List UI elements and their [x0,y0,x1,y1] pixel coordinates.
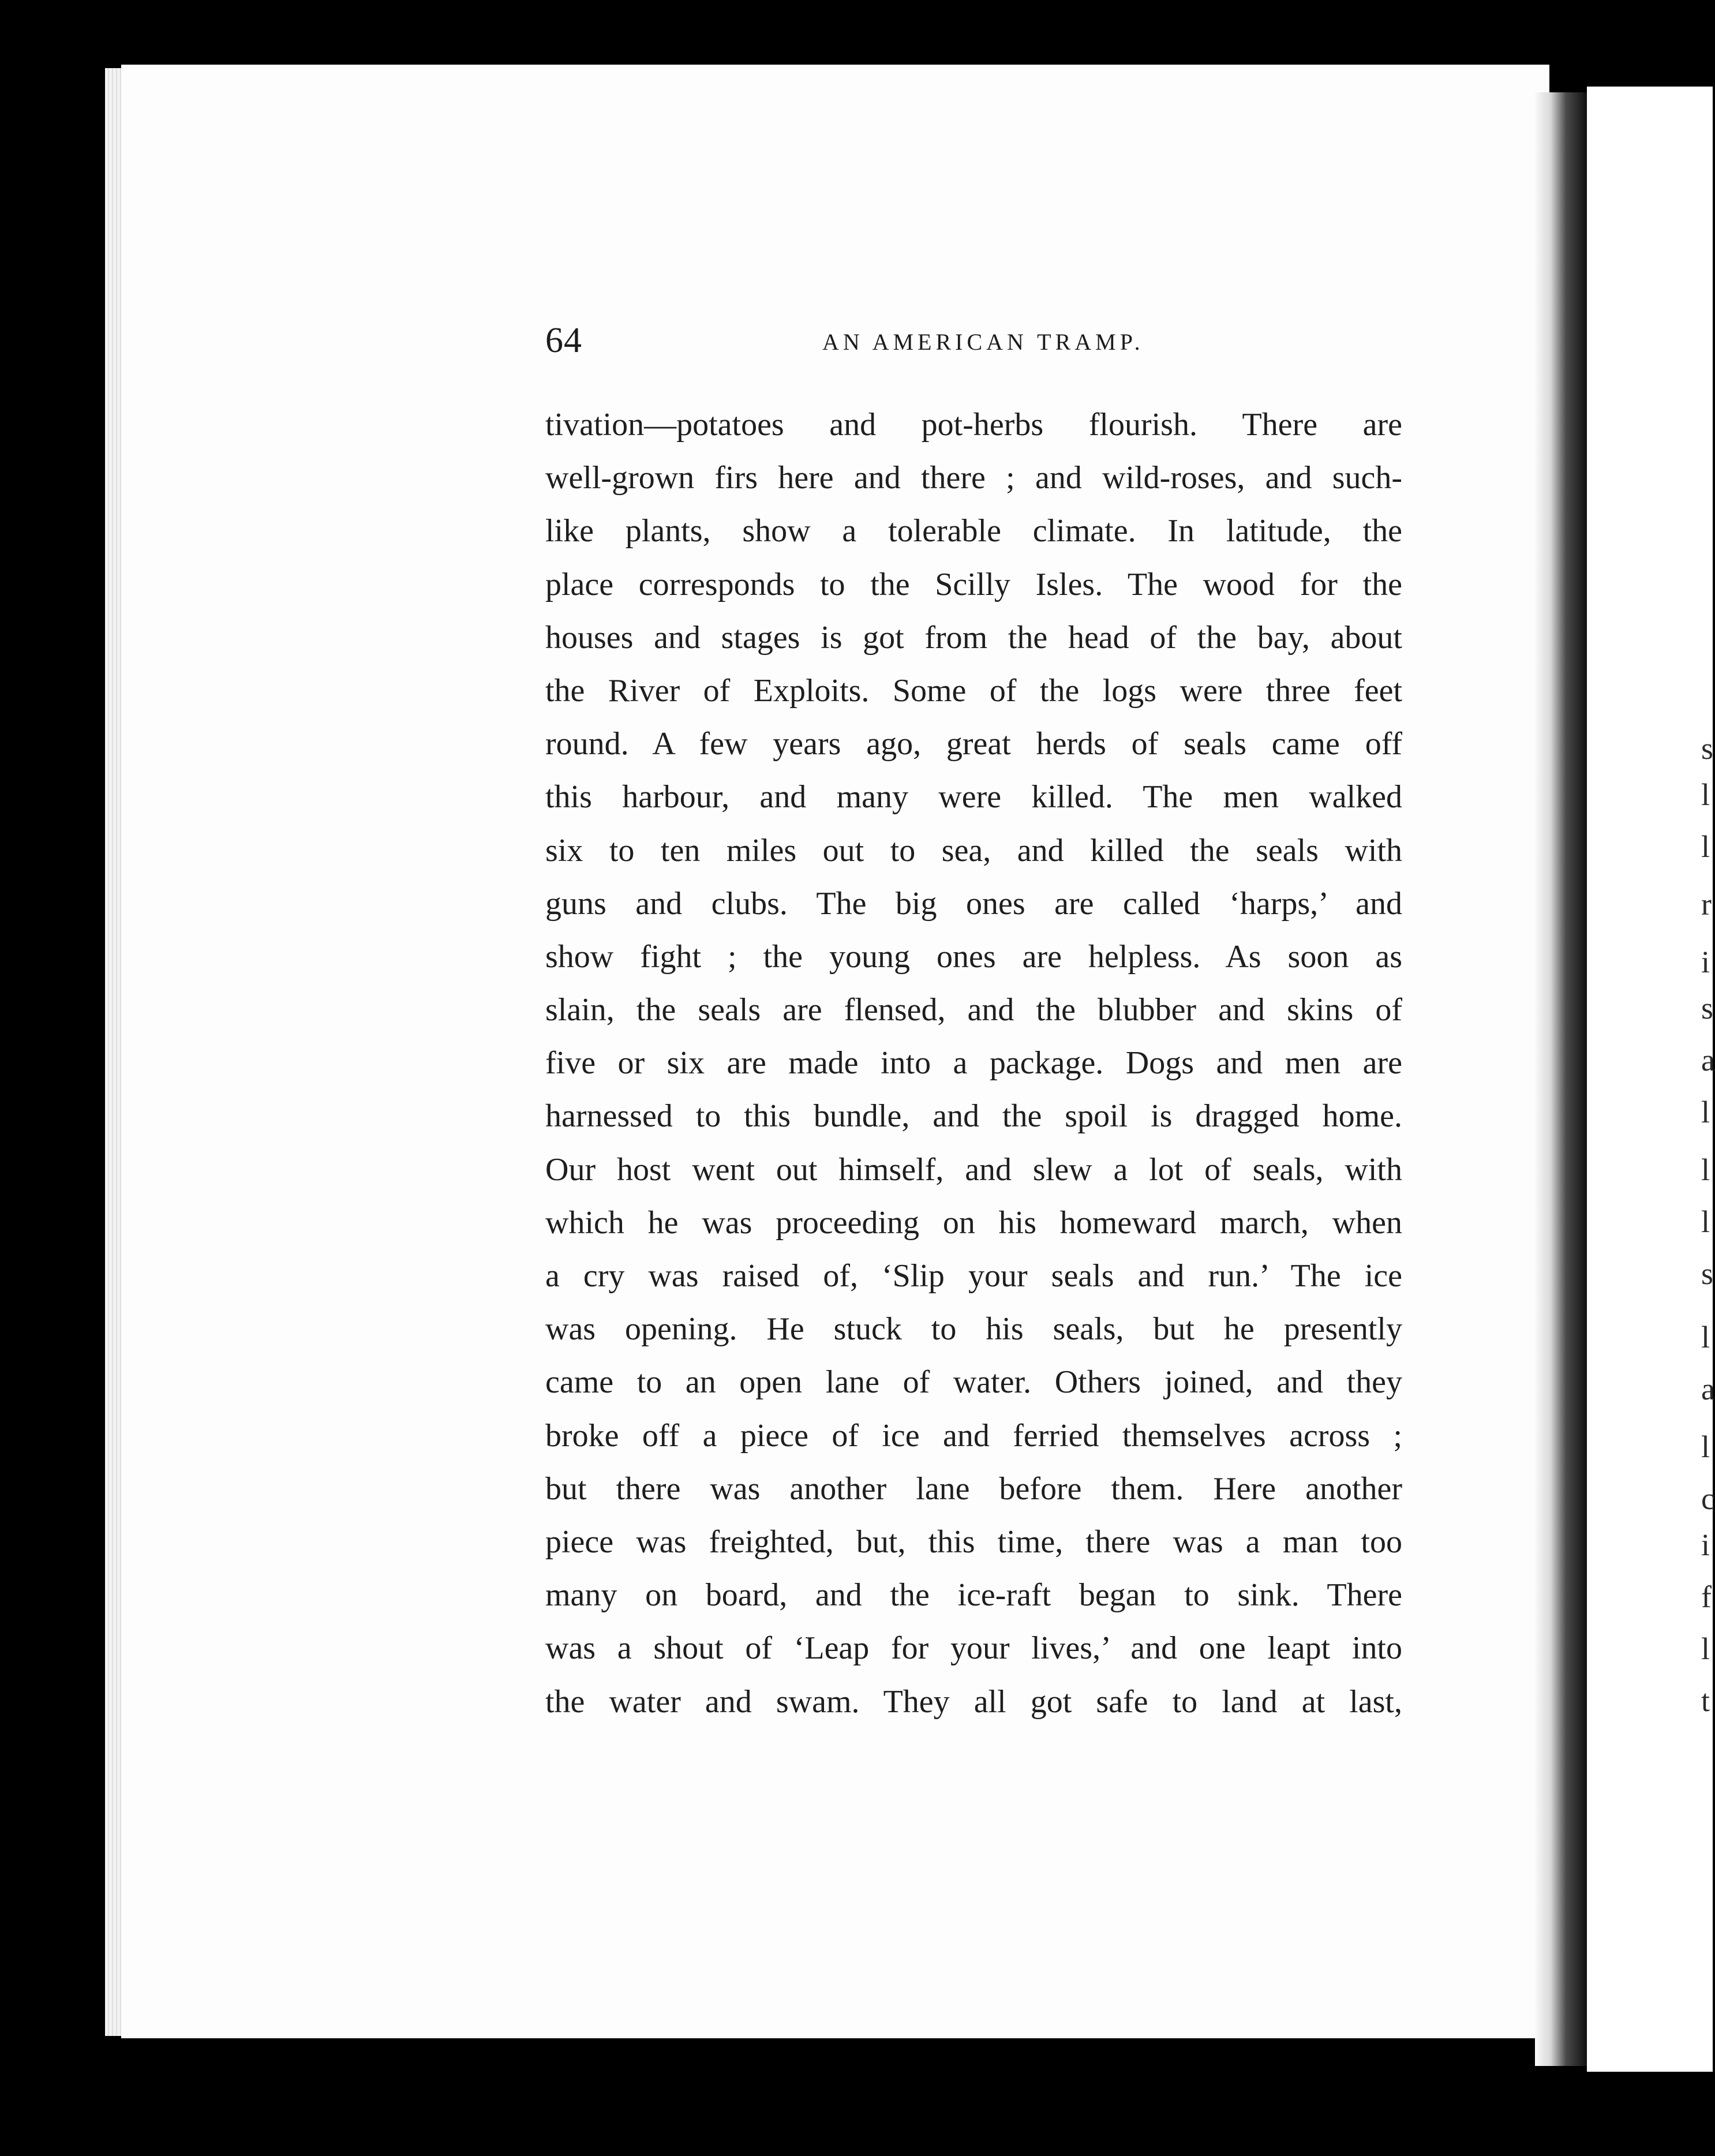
text-line: slain, the seals are flensed, and the blubber and skins of [545,992,1402,1028]
text-line: well-grown firs here and there ; and wild-roses, and such- [545,460,1402,496]
facing-page-fragment: l [1701,1631,1710,1666]
facing-page-fragment: i [1701,1528,1710,1562]
text-line: Our host went out himself, and slew a lot of seals, with [545,1151,1402,1188]
text-line: round. A few years ago, great herds of seals came off [545,726,1402,762]
facing-page-fragment: t [1701,1683,1710,1718]
facing-page-fragment: i [1701,945,1710,979]
text-line: many on board, and the ice-raft began to sink. There [545,1577,1402,1614]
body-text [545,398,1402,1728]
text-line: houses and stages is got from the head of the bay, about [545,619,1402,656]
text-line: piece was freighted, but, this time, there was a man too [545,1524,1402,1560]
facing-page-fragment: l [1701,1320,1710,1354]
facing-page-fragment: c [1701,1481,1715,1516]
text-line: place corresponds to the Scilly Isles. The wood for the [545,566,1402,602]
text-line: harnessed to this bundle, and the spoil is dragged home. [545,1098,1402,1135]
text-line: guns and clubs. The big ones are called ‘harps,’ and [545,885,1402,922]
page-header [545,320,1402,372]
facing-page-fragment: l [1701,1152,1710,1187]
text-line: the River of Exploits. Some of the logs were three feet [545,672,1402,709]
facing-page-fragment: s [1701,991,1714,1025]
text-line: like plants, show a tolerable climate. In latitude, the [545,513,1402,549]
facing-page-fragment: a [1701,1372,1715,1406]
text-line: broke off a piece of ice and ferried themselves across ; [545,1417,1402,1454]
text-line: which he was proceeding on his homeward march, when [545,1204,1402,1241]
running-title: AN AMERICAN TRAMP. [822,329,1144,355]
facing-page-fragment: a [1701,1043,1715,1077]
facing-page-edge [1587,87,1713,2072]
book-gutter-shadow [1535,92,1587,2066]
text-line: was opening. He stuck to his seals, but he presently [545,1311,1402,1348]
facing-page-fragment: f [1701,1579,1712,1614]
text-line: came to an open lane of water. Others joined, and they [545,1364,1402,1401]
facing-page-fragment: l [1701,777,1710,812]
facing-page-fragment: s [1701,731,1714,766]
facing-page-fragment: l [1701,829,1710,864]
facing-page-fragment: l [1701,1429,1710,1464]
facing-page-fragment: l [1701,1204,1710,1239]
facing-page-fragment: l [1701,1095,1710,1129]
text-line: was a shout of ‘Leap for your lives,’ and one leapt into [545,1630,1402,1667]
facing-page-fragment: r [1701,887,1712,922]
text-line: the water and swam. They all got safe to land at last, [545,1683,1402,1720]
text-line: five or six are made into a package. Dogs and men are [545,1045,1402,1081]
text-line: tivation—potatoes and pot-herbs flourish. There are [545,407,1402,443]
text-line: six to ten miles out to sea, and killed the seals with [545,832,1402,869]
text-line: a cry was raised of, ‘Slip your seals and run.’ The ice [545,1258,1402,1294]
text-line: this harbour, and many were killed. The men walked [545,779,1402,815]
text-line: show fight ; the young ones are helpless. As soon as [545,938,1402,975]
text-line: but there was another lane before them. Here another [545,1470,1402,1507]
page-number: 64 [545,321,582,360]
facing-page-fragment: s [1701,1256,1714,1291]
